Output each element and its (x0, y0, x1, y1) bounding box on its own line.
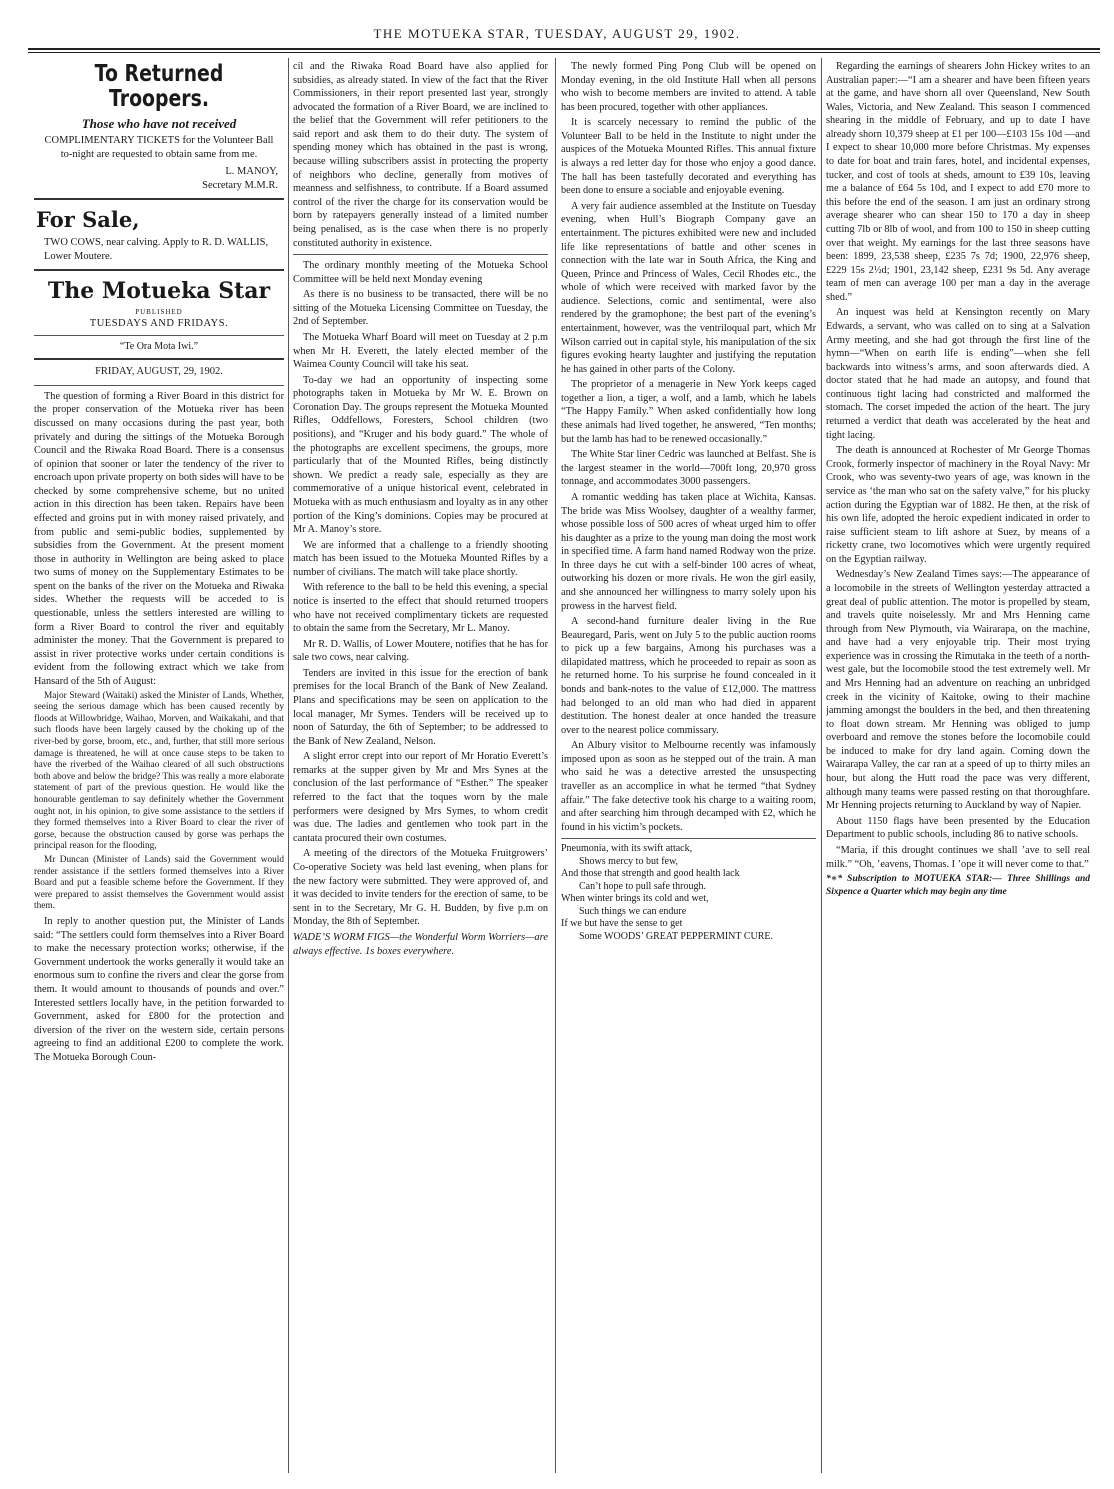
column-rule (821, 58, 822, 1473)
divider (34, 385, 284, 386)
troopers-ad-subtitle: Those who have not received (81, 115, 237, 131)
troopers-ad-signature (40, 165, 278, 193)
news-item: A very fair audience assembled at the Institute on Tuesday evening, when Hull’s Biograph Company gave an entertainment. The pictures exhibited were new and included life like representations of battle and other scenes in connection with the late war in South Africa, the King and Queen, Prince and Princess of Wales, Cecil Rhodes etc., the whole of which were received with marked favor by the audience. Selections, comic and sentimental, were also rendered by the gramophone; the best part of the evening’s entertainment, however, was the ventriloqual part, which Mr Wilson carried out in capital style, his manipulation of the six figures evoking hearty laughter and justifying the reputation he has gained in other parts of the Colony. (561, 200, 816, 375)
masthead-rule (28, 48, 1100, 50)
news-item: A meeting of the directors of the Motueka Fruitgrowers’ Co-operative Society was held last evening, when plans for the new factory were submitted. They were approved of, and it was decided to invite tenders for the erection of same, to be sent in to the Secretary, Mr G. H. Budden, by five p.m on Monday, the 8th of September. (293, 848, 548, 928)
news-item: The White Star liner Cedric was launched at Belfast. She is the largest steamer in the world—700ft long, 20,970 gross tonnage, and accommodates 3000 passengers. (561, 449, 816, 488)
for-sale-title: For Sale, (36, 207, 140, 233)
column-2 (293, 60, 548, 1480)
poem-line: Shows mercy to but few, (579, 855, 679, 867)
news-item: An inquest was held at Kensington recently on Mary Edwards, a servant, who was called on to sing at a Salvation Army meeting, and she had got through the first line of the hymn—“When on earth life is ending”—when she fell backwards into witness’s arms, and soon afterwards died. A doctor stated that he had made an autopsy, and found that continuous tight lacing had constricted and malformed the stomach. The corset impeded the action of the heart. The jury returned a verdict that death was accelerated by the heat and tight lacing. (826, 307, 1090, 441)
poem-line: Some WOODS’ GREAT PEPPERMINT CURE. (579, 930, 774, 942)
troopers-ad-body: COMPLIMENTARY TICKETS for the Volunteer Ball to-night are requested to obtain same from me. (44, 134, 274, 160)
editorial-paragraph: In reply to another question put, the Minister of Lands said: “The settlers could form themselves into a River Board to make the necessary protection works; otherwise, if the Government undertook the works generally it would take an enormous sum to confine the rivers and clear the gorse from them. It would amount to thousands of pounds and over.” Interested settlers locally have, in the petition forwarded to Government, asked for £800 for the protection and diversion of the river on the western side, certain persons agreeing to find an additional £200 to complete the work. The Motueka Borough Coun- (34, 916, 284, 1063)
news-item: An Albury visitor to Melbourne recently was infamously imposed upon as soon as he stepped out of the train. A man who said he was a detective arrested the unsuspecting traveller as an accomplice in what he termed “that Sydney affair.” The fake detective took his charge to a waiting room, and after searching him through decamped with £2, which he found in his victim’s pockets. (561, 740, 816, 833)
poem-line: Can’t hope to pull safe through. (579, 880, 707, 892)
dateline: FRIDAY, AUGUST, 29, 1902. (95, 365, 223, 377)
news-item: It is scarcely necessary to remind the public of the Volunteer Ball to be held in the Institute to night under the auspices of the Motueka Mounted Rifles. This annual fixture is always a red letter day for those who enjoy a good dance. The hall has been tastefully decorated and everything has been done to ensure a sociable and enjoyable evening. (561, 117, 816, 197)
poem-line: If we but have the sense to get (561, 918, 683, 930)
divider (34, 269, 284, 271)
published-label: PUBLISHED (135, 307, 183, 316)
news-item: The proprietor of a menagerie in New York keeps caged together a lion, a tiger, a wolf, and a lamb, which he labels “The Happy Family.” When asked confidentially how long these animals had lived together, he answered, “Ten months; but the lamb has had to be renewed occasionally.” (561, 379, 816, 445)
editorial-paragraph: The question of forming a River Board in this district for the proper conservation of the Motueka river has been discussed on many occasions during the past year, both privately and during the sittings of the Motueka Borough Council and the Riwaka Road Board. There is a consensus of opinion that sooner or later the tendency of the river to encroach upon private property on both sides will have to be checked by some comprehensive scheme, but no united action in this direction has been taken. Repairs have been effected and groins put in with money raised privately, and from public and semi-public bodies, supplemented by subsidies from the Government. At the present moment those in authority in Wellington are being asked to place two sums of money on the Supplementary Estimates to be spent on the banks of the river on the Motueka and Riwaka sides. Whether the requests will be acceded to is questionable, unless the settlers interested are willing to form a River Board to control the river and equitably administer the money. That the Government is prepared to assist in river protective works under certain conditions is evident from the following extract which we take from Hansard of the 5th of August: (34, 390, 284, 687)
subscription-notice: *∗* Subscription to MOTUEKA STAR:— Three Shillings and Sixpence a Quarter which may begin any time (826, 874, 1090, 897)
column-rule (288, 58, 289, 1473)
news-item: “Maria, if this drought continues we shall ’ave to sell real milk.” “Oh, ’eavens, Thomas. I ’ope it will never come to that.” (826, 844, 1090, 870)
troopers-ad-title: To Returned Troopers. (94, 61, 224, 113)
news-item: A second-hand furniture dealer living in the Rue Beauregard, Paris, went on July 5 to the public auction rooms to pick up a few bargains, Among his purchases was a dilapidated mattress, which he proceeded to repair as soon as he returned home. To his surprise he found concealed in it bonds and bank-notes to the value of £12,000. The mattress had belonged to an old man who had died in apparent destitution. The honest dealer at once handed the treasure over to the nearest police commissary. (561, 616, 816, 736)
column-4 (826, 60, 1090, 1480)
news-item: To-day we had an opportunity of inspecting some photographs taken in Motueka by Mr W. E. Brown on Coronation Day. The groups represent the Motueka Mounted Rifles, Oddfellows, Foresters, School children (two positions), and “Kruger and his body guard.” The whole of the photographs are excellent specimens, the groups, more particularly that of the Mounted Rifles, being distinctly shown. We predict a ready sale, especially as they are commemorative of a unique historical event, celebrated in Motueka with as much enthusiasm and loyalty as in any other portion of the King’s dominions. Copies may be procured at Mr A. Manoy’s store. (293, 374, 548, 536)
divider (34, 198, 284, 200)
for-sale-body: TWO COWS, near calving. Apply to R. D. WALLIS, Lower Moutere. (44, 236, 269, 262)
nameplate: The Motueka Star (47, 277, 271, 304)
news-item: A slight error crept into our report of Mr Horatio Everett’s remarks at the supper given by Mr and Mrs Synes at the conclusion of the last performance of “Esther.” The speaker referred to the fact that the toques worn by the male performers were designed by Mrs Symes, to whom credit was due. The ladies and gentlemen who took part in the cantata procured their own costumes. (293, 751, 548, 844)
news-item: With reference to the ball to be held this evening, a special notice is inserted to the effect that should returned troopers who have not received complimentary tickets are requested to obtain the same from the Secretary, Mr L. Manoy. (293, 582, 548, 635)
editorial-paragraph: cil and the Riwaka Road Board have also applied for subsidies, as already stated. In view of the fact that the River Commissioners, in their report presented last year, strongly advocated the formation of a River Board, we are inclined to the belief that the Government will refer petitioners to the said report and ask them to do their duty. The system of spending money which has obtained in the past is wrong, because willing subscribers assist in protecting the property of neighbors who decline, generally from motives of meanness and selfishness, to contribute. If a Board assumed control of the river the charge for its conservation would be born by ratepayers generally instead of a limited number being penalised, as is the case when there is no properly constituted authority in existence. (293, 61, 548, 249)
news-item: As there is no business to be transacted, there will be no sitting of the Motueka Licensing Committee on Tuesday, the 2nd of September. (293, 289, 548, 328)
news-item: About 1150 flags have been presented by the Education Department to public schools, including 86 to native schools. (826, 815, 1090, 841)
news-item: The Motueka Wharf Board will meet on Tuesday at 2 p.m when Mr H. Everett, the lately elected member of the Waimea County Council will take his seat. (293, 331, 548, 371)
worm-figs-advert: WADE’S WORM FIGS—the Wonderful Worm Worriers—are always effective. 1s boxes everywhere. (293, 931, 548, 957)
column-3 (561, 60, 816, 1480)
news-item: A romantic wedding has taken place at Wichita, Kansas. The bride was Miss Woolsey, daughter of a wealthy farmer, whose possible loss of 500 acres of wheat urged him to offer his daughter as a prize to the young man doing the most work in specified time. A farm hand named Rodway won the prize. In three days he cut with a self-binder 100 acres of wheat, outworking his dozen or more rivals. He won the girl easily, and she announced her willingness to marry solely upon his prowess in the harvest field. (561, 491, 816, 612)
news-item: Mr R. D. Wallis, of Lower Moutere, notifies that he has for sale two cows, near calving. (293, 638, 548, 664)
hansard-extract: Major Steward (Waitaki) asked the Minister of Lands, Whether, seeing the serious damage which has been caused recently by floods at Willowbridge, Waihao, Morven, and Waikakahi, and that such floods have been largely caused by the choking up of the river-bed by gorse, broom, etc., and, further, that still more serious damage is threatened, he will at once cause steps to be taken to have the riverbed of the Waihao cleared of all such obstructions both above and below the bridge? This was really a more elaborate statement of part of the previous question. He would like the honourable gentleman to say definitely whether the Government ought not, in his opinion, to give some assistance to the settlers if they formed themselves into a River Board to clear the river of gorse, because the obstruction caused by gorse was perhaps the principal reason for the flooding, (34, 690, 284, 852)
poem-line: Such things we can endure (579, 905, 687, 917)
news-item: We are informed that a challenge to a friendly shooting match has been issued to the Motueka Mounted Rifles by a number of civilians. The match will take place shortly. (293, 539, 548, 578)
news-item: Tenders are invited in this issue for the erection of bank premises for the local Branch of the Bank of New Zealand. Plans and specifications may be seen on application to the local manager, Mr Symes. Tenders will be received up to noon of Saturday, the 6th of September; to be addressed to the Bank of New Zealand, Nelson. (293, 667, 548, 747)
masthead: THE MOTUEKA STAR, TUESDAY, AUGUST 29, 1902. (373, 26, 741, 41)
news-item: Wednesday’s New Zealand Times says:—The appearance of a locomobile in the streets of Wellington yesterday attracted a great deal of public attention. The motor is propelled by steam, and travels quite noiselessly. Mr and Mrs Henning came through from New Plymouth, via Wairarapa, on the machine, and have had a very enjoyable trip. Their most trying experience was in crossing the Rimutaka in the teeth of a north-west gale, but the locomobile stood the test extremely well. Mr and Mrs Henning had an adventure on reaching an unbridged creek in the vicinity of Kaitoke, owing to their machine jamming amongst the boulders in the bed, and then threatening to float down stream. Mr Henning was obliged to jump overboard and remove the stones before the locomobile could be induced to make for dry land again. Coming down the Wairarapa Valley, the car ran at a speed of up to thirty miles an hour, but along the Hutt road the pace was very different, although many teams were passed resting on that thoroughfare. Mr Henning projects returning to Auckland by way of Napier. (826, 569, 1090, 812)
hansard-extract: Mr Duncan (Minister of Lands) said the Government would render assistance if the settlers formed themselves into a River Board and put a feasible scheme before the Government. If they were prepared to assist themselves the Government would assist them. (34, 855, 284, 912)
news-item: Regarding the earnings of shearers John Hickey writes to an Australian paper:—“I am a shearer and have been fifteen years at the game, and have shorn all over Queensland, New South Wales, Victoria, and New Zealand. This season I commenced shearing in the middle of February, and up to date I have already shorn 10,379 sheep at £1 per 100—£103 15s 10d —and I expect to shear 10,000 more before Christmas. My expenses to date for boat and train fares, hotel, and incidental expenses, tucker, and cost of tools at sheds, amount to £39 10s, leaving me a balance of £64 5s 10d, and I expect to add £70 more to this before the end of the season. I am just an ordinary strong average shearer who can shear 150 to 170 a day in sheep cutting 7lb or 8lb of wool, and from 100 to 150 in sheep cutting over that weight. My earnings for the last three seasons have been: 1899, 23,538 sheep, £235 7s 7d; 1900, 22,976 sheep, £229 15s 2½d; 1901, 23,142 sheep, £231 9s 5d. Any average team of men can average 100 per man a day in the average shed.” (826, 61, 1090, 303)
peppermint-cure-poem (561, 843, 816, 943)
column-rule (555, 58, 556, 1473)
poem-line: And those that strength and good health lack (561, 868, 740, 880)
divider (293, 254, 548, 255)
masthead-rule-thin (28, 52, 1100, 53)
publication-days: TUESDAYS AND FRIDAYS. (89, 317, 229, 329)
signature-title: Secretary M.M.R. (202, 180, 278, 192)
column-1 (34, 60, 284, 1480)
motto: “Te Ora Mota Iwi.” (119, 340, 199, 352)
divider (34, 358, 284, 360)
news-item: The newly formed Ping Pong Club will be opened on Monday evening, in the old Institute Hall when all persons who wish to become members are invited to attend. A table has been procured, together with other appliances. (561, 61, 816, 113)
news-item: The death is announced at Rochester of Mr George Thomas Crook, formerly inspector of machinery in the Royal Navy: Mr Crook, who was seventy-two years of age, was known in the service as ‘the man who sat on the safety valve,” for his plucky action during the Egyptian war of 1882. He then, at the risk of his own life, adopted the heroic expedient indicated in order to raise sufficient steam to lift ashore at Suez, by means of a ricketty crane, two locomotives which were urgently required on the Egyptian railway. (826, 445, 1090, 565)
poem-line: When winter brings its cold and wet, (561, 893, 709, 905)
divider (34, 335, 284, 336)
poem-line: Pneumonia, with its swift attack, (561, 843, 693, 855)
signature-name: L. MANOY, (225, 166, 278, 178)
news-item: The ordinary monthly meeting of the Motueka School Committee will be held next Monday evening (293, 260, 548, 285)
divider (561, 838, 816, 839)
